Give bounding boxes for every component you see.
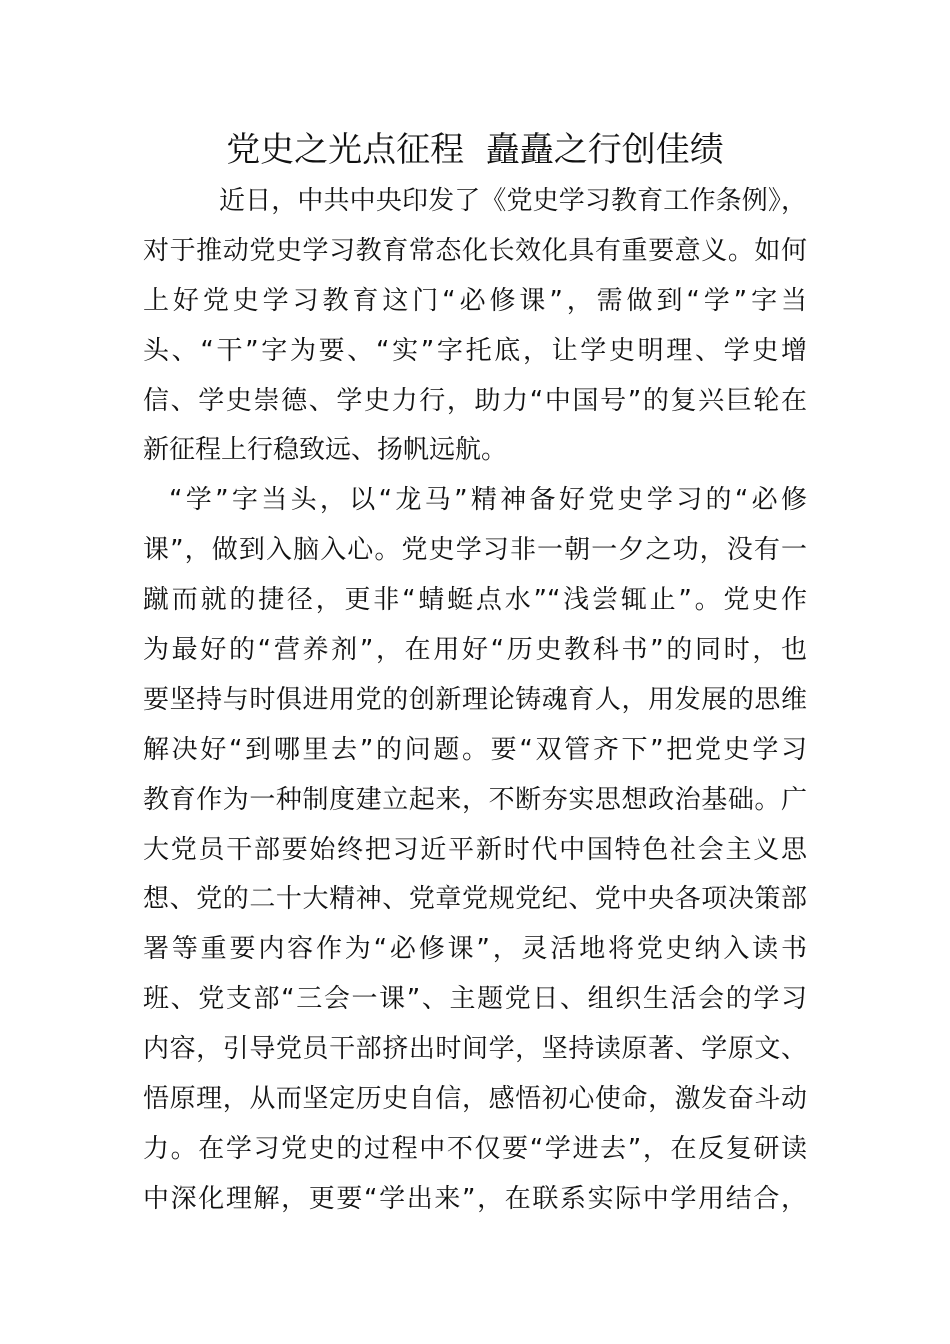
paragraph-2-line-10: 署等重要内容作为“必修课”，灵活地将党史纳入读书 [143, 934, 807, 965]
paragraph-2-line-13: 悟原理，从而坚定历史自信，感悟初心使命，激发奋斗动 [143, 1084, 807, 1115]
document-body [143, 177, 807, 1225]
paragraph-2-line-8: 大党员干部要始终把习近平新时代中国特色社会主义思 [143, 834, 807, 865]
paragraph-2-line-14: 力。在学习党史的过程中不仅要“学进去”，在反复研读 [143, 1133, 807, 1164]
paragraph-2-line-6: 解决好“到哪里去”的问题。要“双管齐下”把党史学习 [143, 734, 807, 765]
paragraph-1-line-4: 头、“干”字为要、“实”字托底，让学史明理、学史增 [143, 335, 807, 366]
paragraph-2-line-11: 班、党支部“三会一课”、主题党日、组织生活会的学习 [143, 984, 807, 1015]
paragraph-2-line-4: 为最好的“营养剂”，在用好“历史教科书”的同时，也 [143, 635, 807, 666]
paragraph-2-line-15: 中深化理解，更要“学出来”，在联系实际中学用结合， [143, 1183, 807, 1214]
paragraph-2-line-3: 蹴而就的捷径，更非“蜻蜓点水”“浅尝辄止”。党史作 [143, 585, 807, 616]
paragraph-2-line-1: “学”字当头，以“龙马”精神备好党史学习的“必修 [169, 485, 807, 516]
paragraph-1-line-5: 信、学史崇德、学史力行，助力“中国号”的复兴巨轮在 [143, 385, 807, 416]
paragraph-2-line-7: 教育作为一种制度建立起来，不断夯实思想政治基础。广 [143, 784, 807, 815]
paragraph-2-line-2: 课”，做到入脑入心。党史学习非一朝一夕之功，没有一 [143, 535, 807, 566]
paragraph-1-line-3: 上好党史学习教育这门“必修课”，需做到“学”字当 [143, 285, 807, 316]
paragraph-2-line-9: 想、党的二十大精神、党章党规党纪、党中央各项决策部 [143, 884, 807, 915]
paragraph-2-line-5: 要坚持与时俱进用党的创新理论铸魂育人，用发展的思维 [143, 684, 807, 715]
paragraph-2-line-12: 内容，引导党员干部挤出时间学，坚持读原著、学原文、 [143, 1034, 807, 1065]
document-title: 党史之光点征程 矗矗之行创佳绩 [226, 130, 724, 170]
paragraph-1-line-1: 近日，中共中央印发了《党史学习教育工作条例》， [219, 186, 807, 216]
paragraph-1-line-2: 对于推动党史学习教育常态化长效化具有重要意义。如何 [143, 235, 807, 266]
paragraph-1-line-6: 新征程上行稳致远、扬帆远航。 [143, 435, 508, 466]
